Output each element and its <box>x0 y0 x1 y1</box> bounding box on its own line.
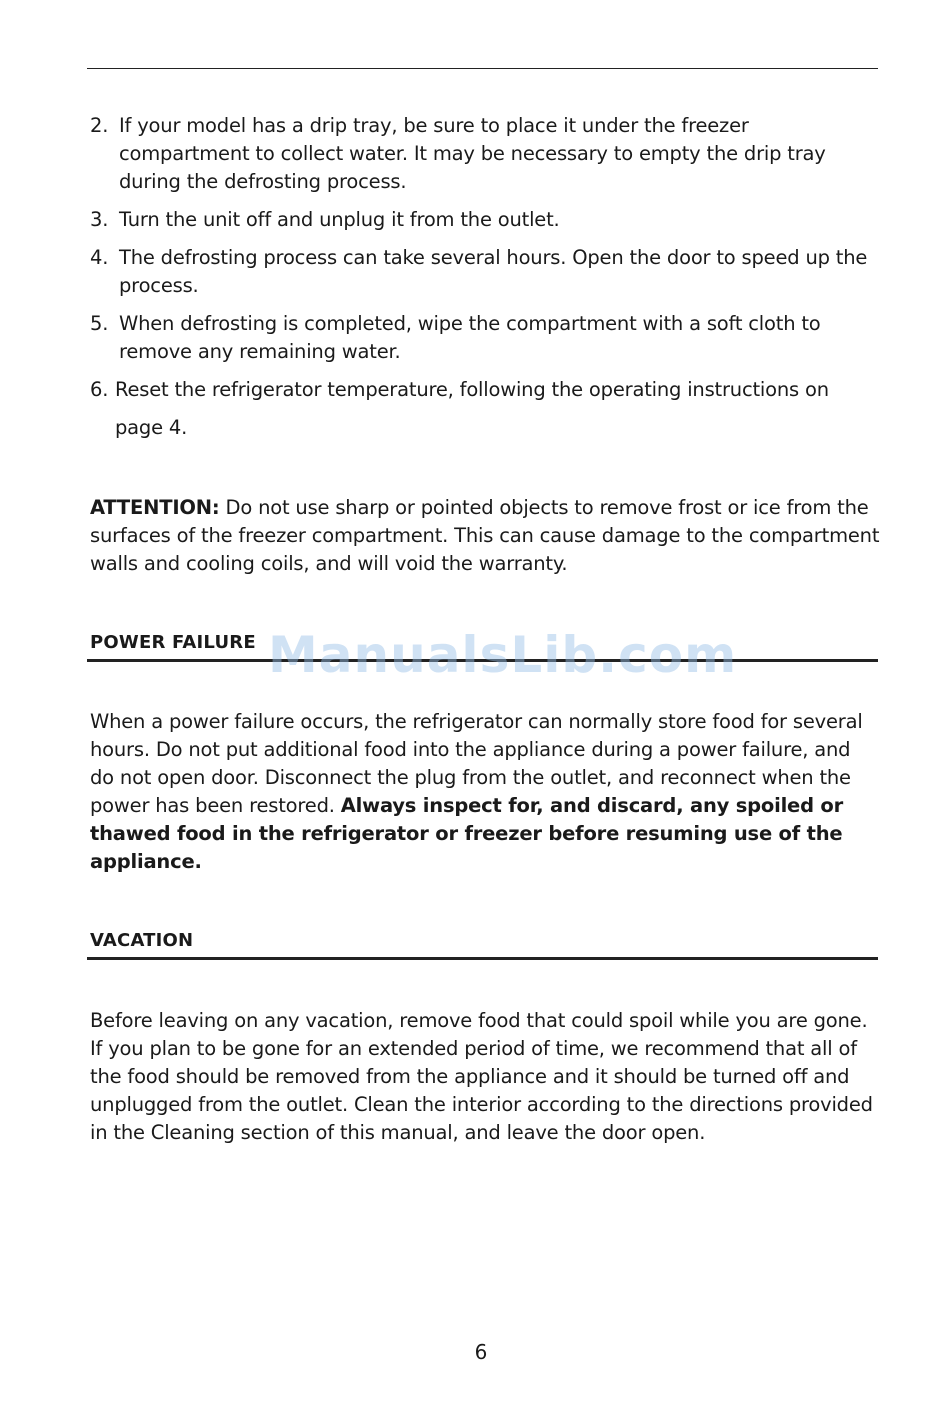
list-item <box>90 310 880 366</box>
step-number: 6. <box>90 378 109 401</box>
step-text: Reset the refrigerator temperature, following the operating instructions on page 4. <box>115 378 829 439</box>
list-item <box>90 244 880 300</box>
watermark: ManualsLib.com <box>268 626 738 684</box>
attention-text: Do not use sharp or pointed objects to remove frost or ice from the surfaces of the freezer compartment. This can cause damage to the compartment walls and cooling coils, and will void the warranty. <box>90 496 880 575</box>
vacation-heading: VACATION <box>87 928 878 960</box>
list-item <box>90 112 880 196</box>
step-text: Turn the unit off and unplug it from the outlet. <box>119 208 560 231</box>
step-number: 2. <box>90 114 109 137</box>
power-failure-paragraph <box>90 708 880 876</box>
power-failure-warning: Always inspect for, and discard, any spoiled or thawed food in the refrigerator or freezer before resuming use of the appliance. <box>90 794 844 873</box>
step-text: The defrosting process can take several hours. Open the door to speed up the process. <box>119 246 868 297</box>
defrost-steps-list <box>90 112 880 457</box>
attention-label: ATTENTION: <box>90 496 220 519</box>
top-divider <box>87 68 878 69</box>
page-number: 6 <box>474 1340 488 1364</box>
step-number: 4. <box>90 246 109 269</box>
step-text: If your model has a drip tray, be sure to place it under the freezer compartment to collect water. It may be necessary to empty the drip tray during the defrosting process. <box>119 114 826 193</box>
power-failure-heading: POWER FAILURE <box>87 630 878 662</box>
step-text: When defrosting is completed, wipe the compartment with a soft cloth to remove any remaining water. <box>119 312 821 363</box>
list-item <box>90 371 880 447</box>
step-number: 5. <box>90 312 109 335</box>
power-failure-text: When a power failure occurs, the refrigerator can normally store food for several hours. Do not put additional food into the appliance during a power failure, and do not open door. Disconnect the plug from the outlet, and reconnect when the power has been restored. <box>90 710 863 817</box>
list-item <box>90 206 880 234</box>
vacation-paragraph: Before leaving on any vacation, remove food that could spoil while you are gone. If you plan to be gone for an extended period of time, we recommend that all of the food should be removed from the appliance and it should be turned off and unplugged from the outlet. Clean the interior according to the directions provided in the Cleaning section of this manual, and leave the door open. <box>90 1009 873 1144</box>
attention-paragraph <box>90 494 880 578</box>
step-number: 3. <box>90 208 109 231</box>
